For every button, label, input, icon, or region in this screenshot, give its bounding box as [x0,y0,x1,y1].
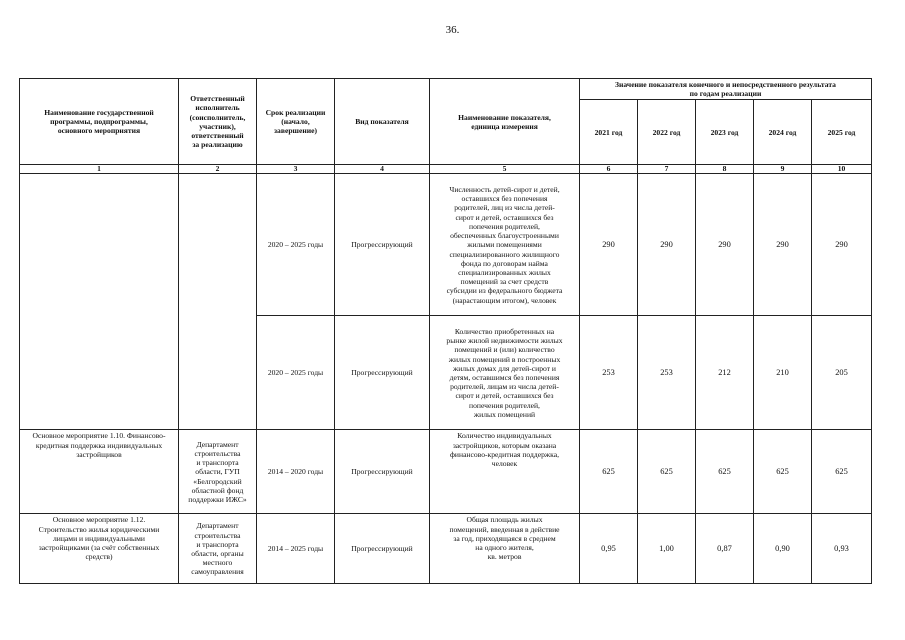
period-cell: 2020 – 2025 годы [257,174,335,316]
value-2025: 0,93 [812,514,872,584]
period-cell: 2020 – 2025 годы [257,316,335,430]
column-number: 10 [812,165,872,174]
value-2024: 290 [754,174,812,316]
indicator-name-cell: Количество индивидуальных застройщиков, которым оказана финансово-кредитная поддержка, человек [430,430,580,514]
column-number: 4 [335,165,430,174]
header-year-2024: 2024 год [754,100,812,165]
responsible-cell [179,174,257,430]
value-2021: 253 [580,316,638,430]
table-row [20,514,872,584]
indicator-type-cell: Прогрессирующий [335,316,430,430]
value-2022: 253 [638,316,696,430]
table-row [20,430,872,514]
column-number: 8 [696,165,754,174]
indicator-type-cell: Прогрессирующий [335,174,430,316]
column-number: 7 [638,165,696,174]
responsible-cell: Департамент строительства и транспорта области, органы местного самоуправления [179,514,257,584]
period-cell: 2014 – 2020 годы [257,430,335,514]
header-year-2022: 2022 год [638,100,696,165]
header-indicator-name: Наименование показателя, единица измерения [430,79,580,165]
indicator-type-cell: Прогрессирующий [335,430,430,514]
value-2021: 0,95 [580,514,638,584]
value-2024: 625 [754,430,812,514]
program-name-cell: Основное мероприятие 1.10. Финансово- кредитная поддержка индивидуальных застройщиков [20,430,179,514]
value-2024: 210 [754,316,812,430]
program-name-cell: Основное мероприятие 1.12. Строительство жилья юридическими лицами и индивидуальными застройщиками (за счёт собственных средств) [20,514,179,584]
page-number: 36. [445,24,460,36]
value-2021: 290 [580,174,638,316]
column-number: 6 [580,165,638,174]
header-year-2023: 2023 год [696,100,754,165]
header-values-group: Значение показателя конечного и непосредственного результата по годам реализации [580,79,872,100]
header-year-2025: 2025 год [812,100,872,165]
column-number: 5 [430,165,580,174]
value-2022: 625 [638,430,696,514]
value-2022: 290 [638,174,696,316]
period-cell: 2014 – 2025 годы [257,514,335,584]
value-2023: 290 [696,174,754,316]
value-2025: 290 [812,174,872,316]
indicator-table [19,78,872,584]
indicator-type-cell: Прогрессирующий [335,514,430,584]
responsible-cell: Департамент строительства и транспорта области, ГУП «Белгородский областной фонд поддержки ИЖС» [179,430,257,514]
value-2022: 1,00 [638,514,696,584]
header-program-name: Наименование государственной программы, подпрограммы, основного мероприятия [20,79,179,165]
column-number: 3 [257,165,335,174]
header-period: Срок реализации (начало, завершение) [257,79,335,165]
value-2025: 205 [812,316,872,430]
indicator-name-cell: Численность детей-сирот и детей, оставшихся без попечения родителей, лиц из числа детей- сирот и детей, оставшихся без попечения родителей, обеспеченных благоустроенными жилыми помещениями специализированного жилищного фонда по договорам найма специализированных жилых помещений за счет средств субсидии из федерального бюджета (нарастающим итогом), человек [430,174,580,316]
header-indicator-type: Вид показателя [335,79,430,165]
value-2024: 0,90 [754,514,812,584]
value-2025: 625 [812,430,872,514]
indicator-name-cell: Количество приобретенных на рынке жилой недвижимости жилых помещений и (или) количество жилых помещений в построенных жилых домах для детей-сирот и детям, оставшимся без попечения родителей, лицам из числа детей- сирот и детей, оставшихся без попечения родителей, жилых помещений [430,316,580,430]
column-number-row [20,165,872,174]
value-2023: 625 [696,430,754,514]
column-number: 1 [20,165,179,174]
value-2023: 0,87 [696,514,754,584]
value-2021: 625 [580,430,638,514]
column-number: 9 [754,165,812,174]
value-2023: 212 [696,316,754,430]
program-name-cell [20,174,179,430]
indicator-name-cell: Общая площадь жилых помещений, введенная в действие за год, приходящаяся в среднем на одного жителя, кв. метров [430,514,580,584]
header-responsible: Ответственный исполнитель (соисполнитель, участник), ответственный за реализацию [179,79,257,165]
column-number: 2 [179,165,257,174]
header-year-2021: 2021 год [580,100,638,165]
table-row [20,174,872,316]
